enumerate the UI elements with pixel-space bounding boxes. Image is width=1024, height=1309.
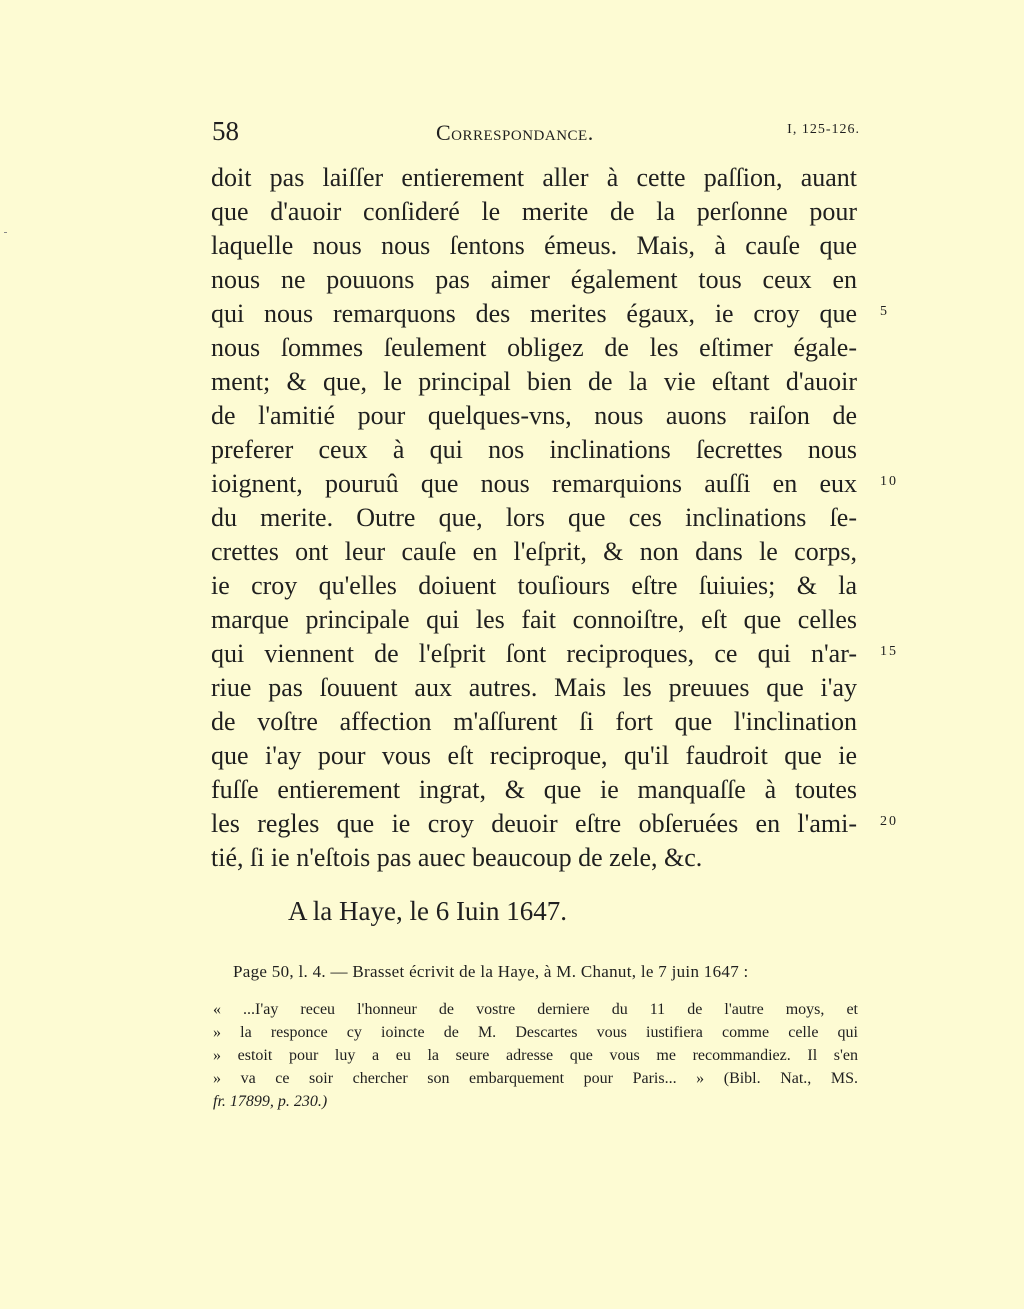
margin-mark: [4, 232, 7, 233]
running-title: Correspondance.: [436, 120, 594, 145]
page-header: [212, 116, 860, 150]
text-line: que d'auoir conſideré le merite de la perſonne pour: [211, 197, 857, 226]
text-line: de voſtre affection m'aſſurent ſi fort que l'inclination: [211, 707, 857, 736]
text-line: fuſſe entierement ingrat, & que ie manquaſſe à toutes: [211, 775, 857, 804]
text-line: nous ſommes ſeulement obligez de les eſtimer égale-: [211, 333, 857, 362]
text-line: riue pas ſouuent aux autres. Mais les preuues que i'ay: [211, 673, 857, 702]
quote-line: » estoit pour luy a eu la seure adresse que vous me recommandiez. Il s'en: [213, 1047, 858, 1064]
text-line: tié, ſi ie n'eſtois pas auec beaucoup de zele, &c.: [211, 843, 703, 872]
text-line: de l'amitié pour quelques-vns, nous auons raiſon de: [211, 401, 857, 430]
line-number: 5: [880, 304, 889, 319]
quote-line: » la responce cy ioincte de M. Descartes vous iustifiera comme celle qui: [213, 1024, 858, 1041]
text-line: du merite. Outre que, lors que ces inclinations ſe-: [211, 503, 857, 532]
text-line: marque principale qui les fait connoiſtre, eſt que celles: [211, 605, 857, 634]
text-line: laquelle nous nous ſentons émeus. Mais, à cauſe que: [211, 231, 857, 260]
quote-line: fr. 17899, p. 230.): [213, 1093, 328, 1110]
quote-line: « ...I'ay receu l'honneur de vostre derniere du 11 de l'autre moys, et: [213, 1001, 858, 1018]
text-line: ioignent, pouruû que nous remarquions auſſi en eux: [211, 469, 857, 498]
text-line: les regles que ie croy deuoir eſtre obſeruées en l'ami-: [211, 809, 857, 838]
line-number: 15: [880, 644, 898, 659]
dateline: A la Haye, le 6 Iuin 1647.: [288, 896, 567, 926]
text-line: qui nous remarquons des merites égaux, ie croy que: [211, 299, 857, 328]
text-line: ie croy qu'elles doiuent touſiours eſtre ſuiuies; & la: [211, 571, 857, 600]
text-line: crettes ont leur cauſe en l'eſprit, & non dans le corps,: [211, 537, 857, 566]
page-number: 58: [212, 116, 239, 146]
text-line: preferer ceux à qui nos inclinations ſecrettes nous: [211, 435, 857, 464]
line-number: 20: [880, 814, 898, 829]
text-line: que i'ay pour vous eſt reciproque, qu'il faudroit que ie: [211, 741, 857, 770]
text-line: doit pas laiſſer entierement aller à cette paſſion, auant: [211, 163, 857, 192]
text-line: nous ne pouuons pas aimer également tous ceux en: [211, 265, 857, 294]
line-number: 10: [880, 474, 898, 489]
text-line: qui viennent de l'eſprit ſont reciproques, ce qui n'ar-: [211, 639, 857, 668]
page-reference: I, 125-126.: [787, 122, 860, 137]
footnote-intro: Page 50, l. 4. — Brasset écrivit de la Haye, à M. Chanut, le 7 juin 1647 :: [233, 962, 749, 981]
text-line: ment; & que, le principal bien de la vie eſtant d'auoir: [211, 367, 857, 396]
letter-body: [211, 161, 857, 875]
footnote-quote: [213, 998, 858, 1113]
quote-line: » va ce soir chercher son embarquement pour Paris... » (Bibl. Nat., MS.: [213, 1070, 858, 1087]
